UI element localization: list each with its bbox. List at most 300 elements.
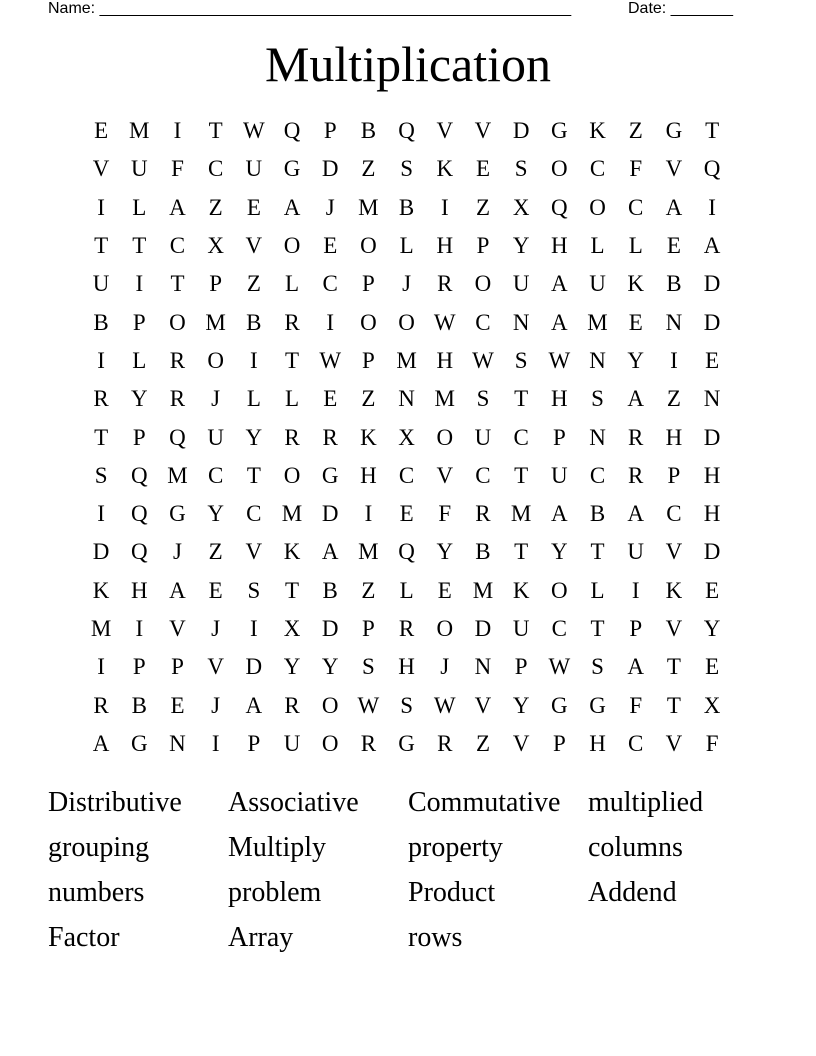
grid-letter[interactable]: W: [548, 654, 571, 680]
grid-letter[interactable]: I: [326, 309, 335, 335]
grid-letter[interactable]: O: [360, 233, 377, 259]
grid-letter[interactable]: B: [666, 271, 682, 297]
grid-letter[interactable]: E: [437, 577, 452, 603]
grid-letter[interactable]: A: [245, 692, 263, 718]
grid-letter[interactable]: E: [475, 156, 490, 182]
grid-letter[interactable]: A: [627, 386, 645, 412]
grid-letter[interactable]: I: [708, 194, 716, 220]
grid-letter[interactable]: Z: [475, 194, 490, 220]
grid-letter[interactable]: U: [589, 271, 606, 297]
grid-letter[interactable]: C: [551, 616, 568, 641]
grid-letter[interactable]: Y: [703, 616, 721, 641]
grid-letter[interactable]: P: [362, 271, 375, 297]
grid-letter[interactable]: G: [130, 730, 148, 756]
grid-letter[interactable]: O: [321, 692, 339, 718]
grid-letter[interactable]: Z: [361, 156, 376, 182]
grid-letter[interactable]: P: [323, 118, 337, 144]
grid-letter[interactable]: Y: [207, 501, 224, 527]
grid-letter[interactable]: L: [132, 194, 147, 220]
grid-letter[interactable]: K: [360, 424, 377, 450]
grid-letter[interactable]: L: [399, 233, 414, 259]
grid-letter[interactable]: I: [173, 118, 182, 144]
grid-letter[interactable]: O: [398, 309, 415, 335]
grid-letter[interactable]: A: [169, 194, 186, 220]
grid-letter[interactable]: H: [589, 730, 606, 756]
grid-letter[interactable]: M: [90, 616, 112, 641]
grid-letter[interactable]: V: [665, 616, 683, 641]
grid-letter[interactable]: C: [666, 501, 682, 527]
grid-letter[interactable]: B: [322, 577, 338, 603]
grid-letter[interactable]: S: [400, 692, 413, 718]
grid-letter[interactable]: V: [665, 730, 683, 756]
grid-letter[interactable]: E: [666, 233, 681, 259]
grid-letter[interactable]: D: [703, 539, 721, 565]
grid-letter[interactable]: Q: [551, 194, 568, 220]
grid-letter[interactable]: J: [211, 616, 221, 641]
grid-letter[interactable]: U: [245, 156, 263, 182]
grid-letter[interactable]: M: [281, 501, 303, 527]
grid-letter[interactable]: I: [135, 271, 144, 297]
header: [0, 0, 816, 22]
grid-letter[interactable]: M: [129, 118, 150, 144]
grid-letter[interactable]: Q: [130, 501, 148, 527]
grid-letter[interactable]: T: [666, 692, 681, 718]
grid-letter[interactable]: Y: [512, 692, 530, 718]
grid-letter[interactable]: B: [246, 309, 262, 335]
grid-letter[interactable]: P: [629, 616, 643, 641]
grid-letter[interactable]: I: [97, 347, 105, 373]
grid-letter[interactable]: V: [92, 156, 110, 182]
grid-letter[interactable]: R: [284, 692, 300, 718]
grid-letter[interactable]: K: [92, 577, 110, 603]
grid-letter[interactable]: X: [398, 424, 415, 450]
grid-letter[interactable]: T: [94, 233, 109, 259]
grid-letter[interactable]: R: [93, 386, 109, 412]
grid-letter[interactable]: C: [628, 730, 644, 756]
grid-letter[interactable]: I: [97, 654, 105, 680]
grid-letter[interactable]: P: [552, 730, 566, 756]
grid-letter[interactable]: E: [208, 577, 223, 603]
grid-letter[interactable]: E: [94, 118, 109, 144]
grid-letter[interactable]: C: [207, 462, 224, 488]
grid-letter[interactable]: Y: [130, 386, 148, 412]
name-field[interactable]: Name: _____________________________________________________: [48, 0, 572, 17]
grid-letter[interactable]: H: [436, 347, 454, 373]
grid-letter[interactable]: R: [437, 730, 453, 756]
grid-letter[interactable]: U: [283, 730, 301, 756]
grid-letter[interactable]: T: [514, 462, 529, 488]
grid-letter[interactable]: I: [440, 194, 449, 220]
grid-letter[interactable]: M: [396, 347, 417, 373]
grid-letter[interactable]: L: [285, 386, 300, 412]
grid-letter[interactable]: G: [589, 692, 606, 718]
grid-letter[interactable]: R: [169, 347, 186, 373]
grid-row: [82, 457, 732, 495]
grid-letter[interactable]: I: [97, 194, 105, 220]
grid-letter[interactable]: Q: [130, 539, 148, 565]
grid-letter[interactable]: D: [512, 118, 530, 144]
grid-letter[interactable]: A: [321, 539, 339, 565]
grid-letter[interactable]: L: [132, 347, 147, 373]
grid-letter[interactable]: S: [591, 386, 604, 412]
grid-letter[interactable]: E: [705, 654, 720, 680]
grid-letter[interactable]: T: [170, 271, 185, 297]
grid-row: [82, 342, 732, 380]
grid-letter[interactable]: K: [512, 577, 530, 603]
grid-letter[interactable]: A: [627, 501, 645, 527]
grid-letter[interactable]: N: [398, 386, 415, 412]
grid-letter[interactable]: V: [436, 118, 454, 144]
grid-letter[interactable]: F: [705, 730, 719, 756]
grid-letter[interactable]: D: [703, 424, 721, 450]
grid-letter[interactable]: H: [360, 462, 377, 488]
grid-letter[interactable]: V: [245, 233, 263, 259]
grid-letter[interactable]: W: [433, 692, 456, 718]
grid-letter[interactable]: A: [627, 654, 645, 680]
grid-letter[interactable]: I: [135, 616, 144, 641]
grid-letter[interactable]: Y: [321, 654, 339, 680]
grid-letter[interactable]: Q: [398, 539, 415, 565]
grid-letter[interactable]: J: [211, 692, 221, 718]
grid-letter[interactable]: M: [167, 462, 188, 488]
grid-letter[interactable]: U: [92, 271, 110, 297]
grid-letter[interactable]: O: [551, 577, 568, 603]
grid-letter[interactable]: S: [362, 654, 375, 680]
grid-letter[interactable]: J: [325, 194, 335, 220]
grid-letter[interactable]: V: [665, 539, 683, 565]
grid-letter[interactable]: Y: [283, 654, 301, 680]
grid-letter[interactable]: T: [514, 386, 529, 412]
grid-letter[interactable]: W: [319, 347, 342, 373]
grid-letter[interactable]: S: [94, 462, 108, 488]
grid-letter[interactable]: X: [207, 233, 224, 259]
grid-letter[interactable]: B: [360, 118, 377, 144]
grid-letter[interactable]: E: [628, 309, 643, 335]
grid-letter[interactable]: G: [398, 730, 415, 756]
grid-letter[interactable]: G: [169, 501, 186, 527]
grid-letter[interactable]: T: [208, 118, 223, 144]
word-list-item: Commutative: [408, 786, 561, 818]
grid-letter[interactable]: F: [629, 692, 643, 718]
grid-letter[interactable]: K: [283, 539, 301, 565]
grid-letter[interactable]: Q: [130, 462, 148, 488]
grid-letter[interactable]: M: [510, 501, 532, 527]
grid-letter[interactable]: X: [512, 194, 530, 220]
grid-letter[interactable]: T: [666, 654, 681, 680]
grid-letter[interactable]: D: [321, 501, 339, 527]
grid-letter[interactable]: S: [247, 577, 261, 603]
grid-letter[interactable]: A: [551, 309, 568, 335]
grid-letter[interactable]: M: [472, 577, 494, 603]
grid-letter[interactable]: E: [323, 233, 338, 259]
grid-letter[interactable]: R: [437, 271, 453, 297]
grid-letter[interactable]: U: [207, 424, 224, 450]
grid-letter[interactable]: I: [250, 616, 258, 641]
grid-letter[interactable]: T: [590, 616, 605, 641]
grid-letter[interactable]: D: [703, 271, 721, 297]
grid-letter[interactable]: A: [703, 233, 721, 259]
grid-letter[interactable]: O: [436, 424, 454, 450]
grid-letter[interactable]: R: [284, 424, 300, 450]
grid-letter[interactable]: V: [665, 156, 683, 182]
grid-letter[interactable]: O: [589, 194, 606, 220]
grid-letter[interactable]: U: [130, 156, 148, 182]
grid-letter[interactable]: R: [360, 730, 377, 756]
grid-letter[interactable]: W: [433, 309, 456, 335]
grid-letter[interactable]: E: [705, 577, 720, 603]
grid-letter[interactable]: D: [92, 539, 110, 565]
grid-letter[interactable]: C: [246, 501, 262, 527]
grid-letter[interactable]: E: [246, 194, 261, 220]
grid-row: [82, 265, 732, 303]
grid-letter[interactable]: G: [665, 118, 683, 144]
grid-letter[interactable]: K: [665, 577, 683, 603]
grid-letter[interactable]: L: [590, 233, 605, 259]
grid-letter[interactable]: L: [285, 271, 300, 297]
grid-letter[interactable]: Z: [475, 730, 490, 756]
grid-letter[interactable]: S: [591, 654, 604, 680]
grid-letter[interactable]: C: [589, 156, 606, 182]
grid-letter[interactable]: S: [514, 156, 528, 182]
grid-letter[interactable]: T: [590, 539, 605, 565]
grid-letter[interactable]: C: [589, 462, 606, 488]
grid-letter[interactable]: O: [283, 462, 301, 488]
grid-letter[interactable]: H: [703, 501, 721, 527]
grid-letter[interactable]: O: [474, 271, 492, 297]
grid-letter[interactable]: N: [589, 347, 606, 373]
grid-letter[interactable]: T: [285, 577, 300, 603]
grid-letter[interactable]: M: [205, 309, 226, 335]
grid-letter[interactable]: A: [665, 194, 683, 220]
grid-letter[interactable]: B: [93, 309, 109, 335]
grid-letter[interactable]: A: [551, 501, 568, 527]
grid-letter[interactable]: R: [398, 616, 415, 641]
grid-letter[interactable]: S: [400, 156, 413, 182]
word-list-item: numbers: [48, 876, 145, 908]
grid-letter[interactable]: K: [436, 156, 454, 182]
grid-letter[interactable]: C: [475, 309, 491, 335]
grid-letter[interactable]: J: [172, 539, 182, 565]
grid-letter[interactable]: U: [627, 539, 645, 565]
grid-letter[interactable]: T: [705, 118, 720, 144]
grid-letter[interactable]: O: [321, 730, 339, 756]
grid-letter[interactable]: G: [551, 692, 568, 718]
grid-letter[interactable]: A: [283, 194, 301, 220]
grid-letter[interactable]: S: [514, 347, 528, 373]
grid-letter[interactable]: Z: [208, 539, 223, 565]
grid-letter[interactable]: Z: [246, 271, 261, 297]
grid-letter[interactable]: H: [130, 577, 148, 603]
grid-letter[interactable]: P: [171, 654, 184, 680]
grid-letter[interactable]: D: [245, 654, 263, 680]
grid-letter[interactable]: V: [169, 616, 186, 641]
grid-letter[interactable]: I: [364, 501, 373, 527]
grid-letter[interactable]: I: [250, 347, 258, 373]
date-field[interactable]: Date: _______: [628, 0, 733, 17]
grid-letter[interactable]: K: [589, 118, 606, 144]
grid-letter[interactable]: D: [321, 156, 339, 182]
grid-letter[interactable]: W: [548, 347, 571, 373]
grid-letter[interactable]: P: [132, 654, 146, 680]
grid-letter[interactable]: C: [207, 156, 224, 182]
grid-letter[interactable]: V: [245, 539, 263, 565]
grid-letter[interactable]: O: [169, 309, 186, 335]
grid-letter[interactable]: C: [322, 271, 338, 297]
grid-letter[interactable]: G: [321, 462, 339, 488]
grid-letter[interactable]: P: [667, 462, 681, 488]
grid-letter[interactable]: J: [402, 271, 412, 297]
grid-letter[interactable]: N: [512, 309, 530, 335]
grid-letter[interactable]: M: [358, 194, 379, 220]
grid-letter[interactable]: M: [358, 539, 379, 565]
grid-letter[interactable]: C: [475, 462, 491, 488]
grid-letter[interactable]: A: [551, 271, 568, 297]
grid-letter[interactable]: U: [512, 616, 530, 641]
grid-letter[interactable]: H: [551, 233, 568, 259]
grid-letter[interactable]: Q: [169, 424, 186, 450]
grid-letter[interactable]: Q: [703, 156, 721, 182]
grid-letter[interactable]: V: [474, 692, 492, 718]
grid-letter[interactable]: H: [703, 462, 721, 488]
grid-letter[interactable]: G: [283, 156, 301, 182]
grid-letter[interactable]: F: [438, 501, 452, 527]
grid-letter[interactable]: E: [323, 386, 338, 412]
grid-letter[interactable]: E: [170, 692, 185, 718]
grid-letter[interactable]: L: [628, 233, 643, 259]
grid-letter[interactable]: V: [512, 730, 530, 756]
grid-letter[interactable]: W: [242, 118, 265, 144]
grid-letter[interactable]: G: [551, 118, 568, 144]
word-list-item: Array: [228, 921, 294, 953]
grid-letter[interactable]: F: [629, 156, 643, 182]
grid-letter[interactable]: P: [552, 424, 566, 450]
grid-letter[interactable]: J: [440, 654, 450, 680]
grid-letter[interactable]: P: [514, 654, 528, 680]
grid-letter[interactable]: T: [285, 347, 300, 373]
grid-letter[interactable]: X: [283, 616, 301, 641]
grid-letter[interactable]: T: [514, 539, 529, 565]
grid-letter[interactable]: P: [362, 347, 375, 373]
grid-letter[interactable]: R: [284, 309, 300, 335]
grid-letter[interactable]: O: [207, 347, 224, 373]
grid-letter[interactable]: I: [97, 501, 105, 527]
grid-letter[interactable]: Z: [666, 386, 681, 412]
grid-letter[interactable]: Y: [551, 539, 568, 565]
grid-letter[interactable]: H: [436, 233, 454, 259]
grid-letter[interactable]: T: [94, 424, 109, 450]
grid-letter[interactable]: P: [132, 424, 146, 450]
grid-letter[interactable]: P: [476, 233, 490, 259]
grid-letter[interactable]: K: [627, 271, 645, 297]
grid-letter[interactable]: Z: [361, 577, 376, 603]
grid-letter[interactable]: O: [436, 616, 454, 641]
grid-letter[interactable]: U: [551, 462, 568, 488]
grid-letter[interactable]: J: [211, 386, 221, 412]
grid-letter[interactable]: V: [474, 118, 492, 144]
grid-letter[interactable]: O: [551, 156, 568, 182]
grid-letter[interactable]: Q: [283, 118, 301, 144]
grid-row: [82, 533, 732, 571]
grid-letter[interactable]: M: [434, 386, 455, 412]
grid-letter[interactable]: V: [207, 654, 224, 680]
grid-letter[interactable]: T: [132, 233, 147, 259]
grid-letter[interactable]: N: [169, 730, 186, 756]
grid-letter[interactable]: Z: [208, 194, 223, 220]
grid-letter[interactable]: X: [703, 692, 721, 718]
grid-letter[interactable]: Y: [436, 539, 454, 565]
grid-letter[interactable]: D: [474, 616, 492, 641]
grid-letter[interactable]: L: [246, 386, 261, 412]
grid-letter[interactable]: Q: [398, 118, 415, 144]
grid-letter[interactable]: Z: [628, 118, 643, 144]
grid-letter[interactable]: R: [322, 424, 338, 450]
grid-letter[interactable]: Y: [245, 424, 263, 450]
grid-letter[interactable]: W: [472, 347, 494, 373]
grid-letter[interactable]: R: [628, 424, 644, 450]
grid-letter[interactable]: N: [474, 654, 492, 680]
grid-letter[interactable]: B: [398, 194, 415, 220]
grid-letter[interactable]: B: [131, 692, 147, 718]
grid-letter[interactable]: P: [247, 730, 261, 756]
grid-letter[interactable]: W: [357, 692, 380, 718]
grid-letter[interactable]: L: [590, 577, 605, 603]
grid-letter[interactable]: D: [321, 616, 339, 641]
grid-letter[interactable]: Y: [512, 233, 530, 259]
grid-letter[interactable]: R: [475, 501, 491, 527]
grid-letter[interactable]: C: [513, 424, 529, 450]
grid-letter[interactable]: N: [665, 309, 683, 335]
grid-letter[interactable]: N: [703, 386, 721, 412]
grid-letter[interactable]: C: [398, 462, 415, 488]
grid-letter[interactable]: R: [169, 386, 186, 412]
grid-letter[interactable]: D: [703, 309, 721, 335]
grid-letter[interactable]: L: [399, 577, 414, 603]
grid-letter[interactable]: A: [92, 730, 110, 756]
grid-letter[interactable]: U: [474, 424, 492, 450]
grid-letter[interactable]: F: [171, 156, 184, 182]
grid-letter[interactable]: I: [670, 347, 678, 373]
grid-letter[interactable]: R: [628, 462, 644, 488]
grid-letter[interactable]: E: [705, 347, 720, 373]
grid-letter[interactable]: P: [362, 616, 375, 641]
grid-letter[interactable]: B: [589, 501, 606, 527]
grid-letter[interactable]: C: [169, 233, 186, 259]
grid-letter[interactable]: Z: [361, 386, 376, 412]
grid-letter[interactable]: C: [628, 194, 644, 220]
grid-letter[interactable]: B: [475, 539, 491, 565]
word-list-item: columns: [588, 831, 683, 863]
grid-letter[interactable]: R: [93, 692, 109, 718]
grid-letter[interactable]: H: [551, 386, 568, 412]
grid-letter[interactable]: T: [246, 462, 261, 488]
grid-letter[interactable]: V: [436, 462, 454, 488]
grid-letter[interactable]: P: [209, 271, 223, 297]
grid-letter[interactable]: H: [665, 424, 683, 450]
grid-letter[interactable]: P: [132, 309, 146, 335]
grid-letter[interactable]: Y: [627, 347, 645, 373]
grid-letter[interactable]: A: [169, 577, 186, 603]
grid-letter[interactable]: O: [360, 309, 377, 335]
grid-letter[interactable]: E: [399, 501, 414, 527]
grid-letter[interactable]: N: [589, 424, 606, 450]
grid-letter[interactable]: M: [587, 309, 608, 335]
grid-letter[interactable]: U: [512, 271, 530, 297]
grid-letter[interactable]: I: [211, 730, 220, 756]
grid-letter[interactable]: O: [283, 233, 301, 259]
grid-letter[interactable]: I: [631, 577, 640, 603]
grid-letter[interactable]: S: [476, 386, 490, 412]
grid-letter[interactable]: H: [398, 654, 415, 680]
